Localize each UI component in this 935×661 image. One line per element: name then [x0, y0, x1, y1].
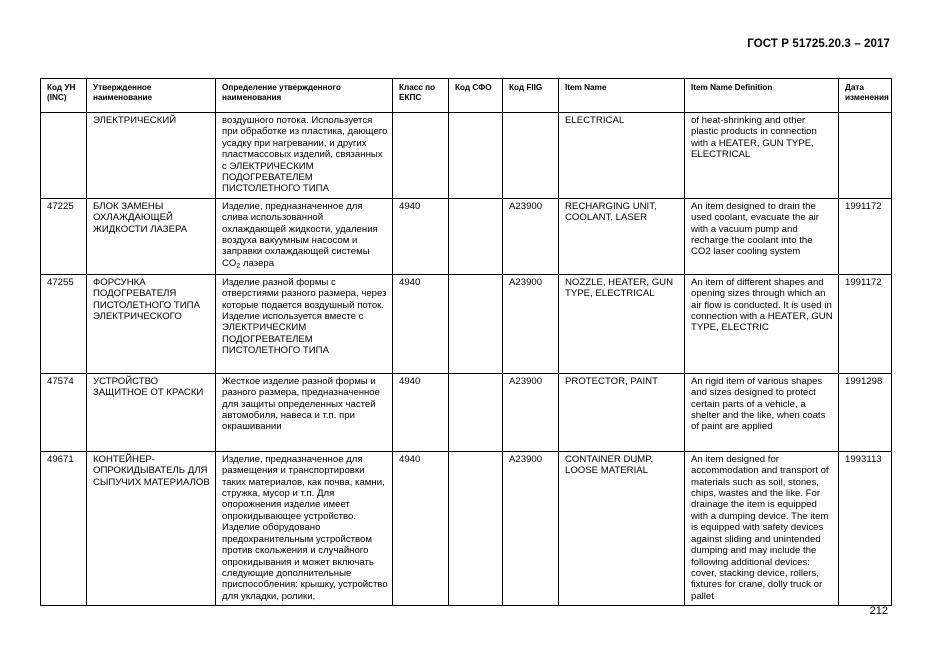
cell-definition-ru: Изделие разной формы с отверстиями разного размера, через которые подается воздушный поток. Изделие используется вместе с ЭЛЕКТРИЧЕСКИМ ПОДОГРЕВАТЕЛЕМ ПИСТОЛЕТНОГО ТИПА: [216, 274, 393, 373]
cell-sfo: [449, 113, 503, 199]
document-standard-header: ГОСТ Р 51725.20.3 – 2017: [747, 38, 890, 50]
cell-class: 4940: [393, 373, 449, 451]
header-sfo: Код СФО: [449, 79, 503, 113]
cell-inc: 47225: [41, 198, 87, 274]
cell-item-name: CONTAINER DUMP, LOOSE MATERIAL: [559, 451, 685, 605]
header-date: Дата изменения: [839, 79, 892, 113]
cell-sfo: [449, 451, 503, 605]
cell-item-name: PROTECTOR, PAINT: [559, 373, 685, 451]
cell-inc: 47574: [41, 373, 87, 451]
header-definition: Определение утвержденного наименования: [216, 79, 393, 113]
cell-class: 4940: [393, 198, 449, 274]
cell-inc: 49671: [41, 451, 87, 605]
definition-end: лазера: [240, 257, 275, 269]
cell-date: 1991298: [839, 373, 892, 451]
cell-item-name: NOZZLE, HEATER, GUN TYPE, ELECTRICAL: [559, 274, 685, 373]
cell-date: [839, 113, 892, 199]
table-row: [41, 451, 892, 605]
header-item-definition: Item Name Definition: [685, 79, 839, 113]
cell-sfo: [449, 373, 503, 451]
cell-class: 4940: [393, 274, 449, 373]
cell-item-definition: An item designed to drain the used coolant, evacuate the air with a vacuum pump and recharge the coolant into the CO2 laser cooling system: [685, 198, 839, 274]
co2-formula: CO: [222, 257, 237, 269]
table-row: [41, 373, 892, 451]
cell-date: 1991172: [839, 198, 892, 274]
cell-definition-ru: [216, 198, 393, 274]
cell-class: [393, 113, 449, 199]
header-inc: Код УН (INC): [41, 79, 87, 113]
cell-name-ru: БЛОК ЗАМЕНЫ ОХЛАЖДАЮЩЕЙ ЖИДКОСТИ ЛАЗЕРА: [87, 198, 216, 274]
cell-fiig: [503, 113, 559, 199]
table-row: [41, 198, 892, 274]
header-class: Класс по ЕКПС: [393, 79, 449, 113]
cell-definition-ru: Изделие, предназначенное для размещения и транспортировки таких материалов, как почва, камни, стружка, мусор и т.п. Для опорожнения изделие имеет опрокидывающее устройство. Изделие оборудовано предохранительным устройством против скольжения и случайного опрокидывания и может включать следующие дополнительные приспособления: крышку, устройство для укладки, ролики,: [216, 451, 393, 605]
page-number: 212: [869, 605, 888, 617]
cell-name-ru: УСТРОЙСТВО ЗАЩИТНОЕ ОТ КРАСКИ: [87, 373, 216, 451]
cell-date: 1991172: [839, 274, 892, 373]
cell-definition-ru: Жесткое изделие разной формы и разного размера, предназначенное для защиты определенных частей автомобиля, навеса и т.п. при окрашивании: [216, 373, 393, 451]
definition-text: Изделие, предназначенное для слива использованной охлаждающей жидкости, удаления воздуха вакуумным насосом и заправки охлаждающей системы: [222, 200, 378, 258]
cell-class: 4940: [393, 451, 449, 605]
cell-inc: 47255: [41, 274, 87, 373]
cell-item-definition: An rigid item of various shapes and sizes designed to protect certain parts of a vehicle, a shelter and the like, when coats of paint are applied: [685, 373, 839, 451]
header-item-name: Item Name: [559, 79, 685, 113]
cell-name-ru: ФОРСУНКА ПОДОГРЕВАТЕЛЯ ПИСТОЛЕТНОГО ТИПА ЭЛЕКТРИЧЕСКОГО: [87, 274, 216, 373]
cell-fiig: A23900: [503, 274, 559, 373]
catalog-table: [40, 78, 892, 606]
cell-definition-ru: воздушного потока. Используется при обработке из пластика, дающего усадку при нагревании, и других пластмассовых изделий, связанных с ЭЛЕКТРИЧЕСКИМ ПОДОГРЕВАТЕЛЕМ ПИСТОЛЕТНОГО ТИПА: [216, 113, 393, 199]
cell-item-definition: of heat-shrinking and other plastic products in connection with a HEATER, GUN TYPE, ELECTRICAL: [685, 113, 839, 199]
cell-name-ru: ЭЛЕКТРИЧЕСКИЙ: [87, 113, 216, 199]
co2-subscript: 2: [236, 262, 241, 270]
cell-inc: [41, 113, 87, 199]
cell-name-ru: КОНТЕЙНЕР-ОПРОКИДЫВАТЕЛЬ ДЛЯ СЫПУЧИХ МАТЕРИАЛОВ: [87, 451, 216, 605]
cell-sfo: [449, 274, 503, 373]
cell-item-name: ELECTRICAL: [559, 113, 685, 199]
cell-sfo: [449, 198, 503, 274]
table-row: [41, 113, 892, 199]
cell-fiig: A23900: [503, 198, 559, 274]
cell-date: 1993113: [839, 451, 892, 605]
header-approved-name: Утвержденное наименование: [87, 79, 216, 113]
table-header-row: [41, 79, 892, 113]
cell-item-definition: An item designed for accommodation and transport of materials such as soil, stones, chips, wastes and the like. For drainage the item is equipped with a dumping device. The item is equipped with safety devices against sliding and unintended dumping and may include the following additional devices: cover, stacking device, rollers, fixtures for crane, dolly truck or pallet: [685, 451, 839, 605]
cell-item-name: RECHARGING UNIT, COOLANT, LASER: [559, 198, 685, 274]
header-fiig: Код FIIG: [503, 79, 559, 113]
cell-fiig: A23900: [503, 451, 559, 605]
table-row: [41, 274, 892, 373]
cell-fiig: A23900: [503, 373, 559, 451]
cell-item-definition: An item of different shapes and opening sizes through which an air flow is conducted. It is used in connection with a HEATER, GUN TYPE, ELECTRIC: [685, 274, 839, 373]
